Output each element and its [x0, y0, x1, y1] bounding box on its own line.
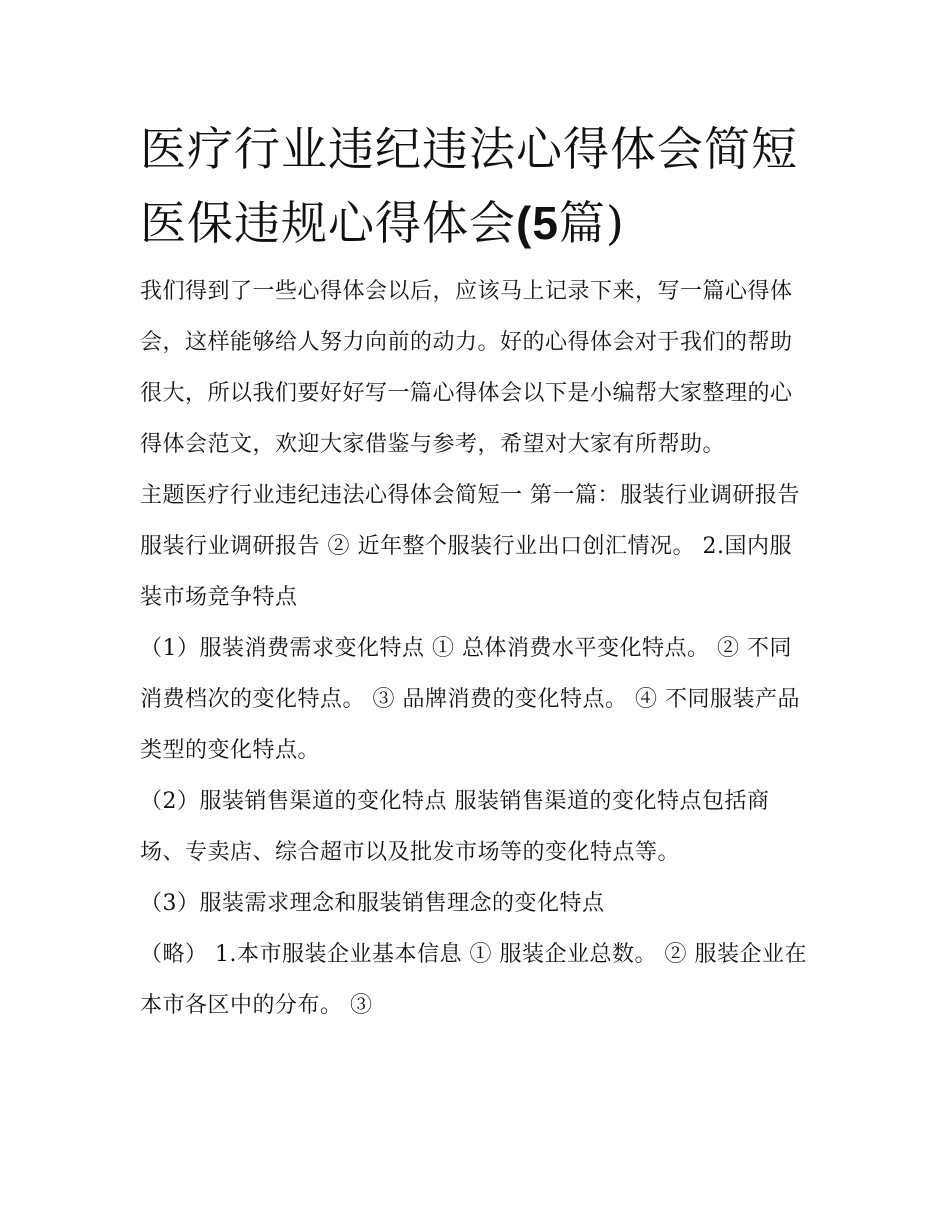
body-paragraph: （1）服装消费需求变化特点 ① 总体消费水平变化特点。 ② 不同消费档次的变化特点。 ③ 品牌消费的变化特点。 ④ 不同服装产品类型的变化特点。: [140, 636, 800, 763]
document-page: [140, 112, 812, 1031]
body-paragraph: （3）服装需求理念和服装销售理念的变化特点: [140, 891, 605, 916]
title-count: (5: [516, 197, 559, 249]
body-paragraph: （2）服装销售渠道的变化特点 服装销售渠道的变化特点包括商场、专卖店、综合超市以及批发市场等的变化特点等。: [140, 789, 770, 865]
body-paragraph: （略） 1.本市服装企业基本信息 ① 服装企业总数。 ② 服装企业在本市各区中的分布。 ③: [140, 942, 807, 1018]
body-paragraph: 主题医疗行业违纪违法心得体会简短一 第一篇：服装行业调研报告 服装行业调研报告 ② 近年整个服装行业出口创汇情况。 2.国内服装市场竞争特点: [140, 483, 800, 610]
intro-paragraph: 我们得到了一些心得体会以后，应该马上记录下来，写一篇心得体会，这样能够给人努力向前的动力。好的心得体会对于我们的帮助很大，所以我们要好好写一篇心得体会以下是小编帮大家整理的心得体会范文，欢迎大家借鉴与参考，希望对大家有所帮助。: [140, 279, 793, 457]
title-suffix: 篇): [558, 196, 625, 250]
document-title: [140, 112, 812, 260]
title-text: 医疗行业违纪违法心得体会简短 医保违规心得体会: [140, 122, 798, 250]
